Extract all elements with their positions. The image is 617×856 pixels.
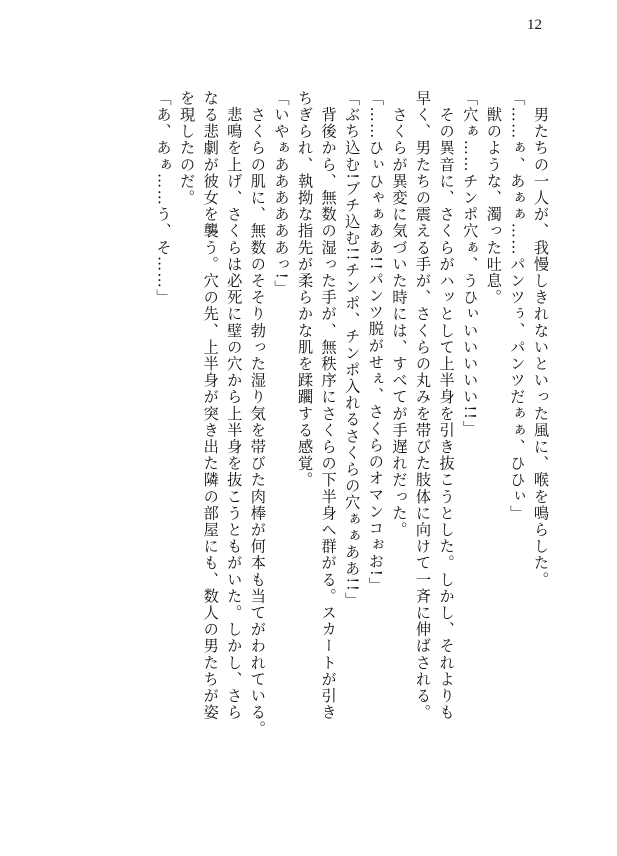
text-line: 「ぶち込む!ブチ込む!!チンポ、チンポ入れるさくらの穴ぁぁああ!!」 <box>343 90 362 609</box>
body-text <box>92 90 552 810</box>
text-line: 背後から、無数の湿った手が、無秩序にさくらの下半身へ群がる。スカートが引き <box>319 90 338 721</box>
text-line: 獣のような、濁った吐息。 <box>484 90 503 306</box>
text-line: ちぎられ、執拗な指先が柔らかな肌を蹂躙する感覚。 <box>296 90 315 489</box>
text-line: 悲鳴を上げ、さくらは必死に壁の穴から上半身を抜こうともがいた。しかし、さら <box>225 90 244 721</box>
text-line: 「……ぁ、あぁぁ……パンツぅ、パンツだぁぁ、ひひぃ」 <box>508 90 527 522</box>
text-line: 男たちの一人が、我慢しきれないといった風に、喉を鳴らした。 <box>532 90 550 588</box>
text-line: を現したのだ。 <box>178 90 197 207</box>
text-line: 「あ、あぁ……う、そ……」 <box>154 90 173 306</box>
text-line: なる悲劇が彼女を襲う。穴の先、上半身が突き出た隣の部屋にも、数人の男たちが姿 <box>201 90 220 721</box>
text-line: 「……ひぃひゃぁああ!!パンツ脱がせぇ、さくらのオマンコぉお!」 <box>366 90 385 594</box>
text-line: さくらの肌に、無数のそそり勃った湿り気を帯びた肉棒が何本も当てがわれている。 <box>248 90 267 738</box>
text-line: 「いやぁああああああっ!」 <box>272 90 291 297</box>
text-line: さくらが異変に気づいた時には、すべてが手遅れだった。 <box>390 90 409 539</box>
vertical-text-columns <box>92 90 552 810</box>
page-number: 12 <box>527 17 542 33</box>
text-line: 「穴ぁ……チンポ穴ぁ、うひぃいいいいい!!」 <box>461 90 480 437</box>
text-line: 早く、男たちの震える手が、さくらの丸みを帯びた肢体に向けて一斉に伸ばされる。 <box>414 90 433 721</box>
text-line: その異音に、さくらがハッとして上半身を引き抜こうとした。しかし、それよりも <box>437 90 456 721</box>
